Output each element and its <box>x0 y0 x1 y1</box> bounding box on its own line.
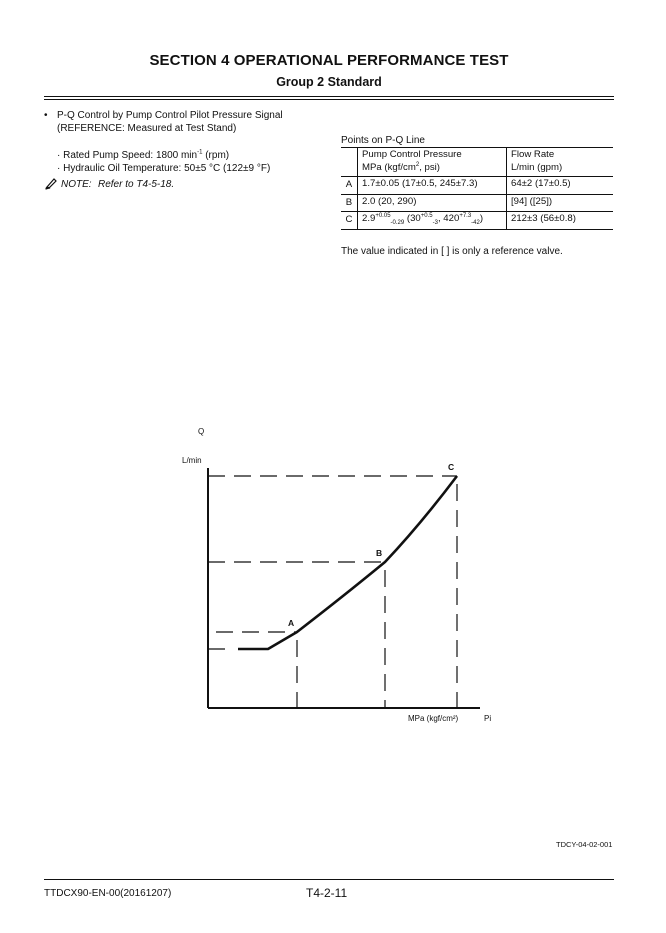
figure-reference: TDCY-04-02-001 <box>556 840 613 849</box>
x-axis-name: Pi <box>484 714 492 723</box>
intro-line-1: P-Q Control by Pump Control Pilot Pressure Signal <box>57 110 283 121</box>
point-label-b: B <box>376 548 383 558</box>
bullet: • <box>44 110 48 121</box>
pq-chart <box>170 420 510 730</box>
footer-rule <box>44 879 614 880</box>
point-label-a: A <box>288 618 295 628</box>
row-flow: 64±2 (17±0.5) <box>507 177 614 195</box>
note-text: Refer to T4-5-18. <box>98 179 175 190</box>
point-label-c: C <box>448 462 455 472</box>
header-flow: Flow Rate L/min (gpm) <box>507 148 614 177</box>
table-row <box>341 194 613 212</box>
table-row <box>341 212 613 230</box>
y-axis-label: L/min <box>182 456 202 465</box>
row-pressure: $2.9^{+0.05}_{-0.29}$ ($30^{+0.5}_{-3}$, $420^{+7.3}_{-42}$) <box>358 212 507 230</box>
oil-temperature: · Hydraulic Oil Temperature: 50±5 °C (122±9 °F) <box>57 163 271 174</box>
x-axis-label: MPa (kgf/cm²) <box>408 714 459 723</box>
row-pressure: 1.7±0.05 (17±0.5, 245±7.3) <box>358 177 507 195</box>
row-pressure: 2.0 (20, 290) <box>358 194 507 212</box>
note-label: NOTE: <box>61 179 92 190</box>
table-row <box>341 177 613 195</box>
pencil-note-icon <box>44 176 58 190</box>
intro-line-2: (REFERENCE: Measured at Test Stand) <box>57 123 237 134</box>
header-rule <box>44 96 614 97</box>
page-title: SECTION 4 OPERATIONAL PERFORMANCE TEST <box>149 52 509 69</box>
row-flow: 212±3 (56±0.8) <box>507 212 614 230</box>
y-axis-name: Q <box>198 427 205 436</box>
table-caption: Points on P-Q Line <box>341 135 425 146</box>
table-note: The value indicated in [ ] is only a reference valve. <box>341 246 563 257</box>
page-subtitle: Group 2 Standard <box>276 75 382 89</box>
row-flow: [94] ([25]) <box>507 194 614 212</box>
header-pressure: Pump Control Pressure MPa ($kgf/cm^2$, psi) <box>358 148 507 177</box>
page-number: T4-2-11 <box>306 886 348 900</box>
header-rule-thin <box>44 99 614 100</box>
row-key: C <box>341 212 358 230</box>
row-key: B <box>341 194 358 212</box>
pq-points-table <box>341 147 613 230</box>
pump-speed: · Rated Pump Speed: 1800 $\min^{-1} (rpm)$ <box>57 149 230 161</box>
row-key: A <box>341 177 358 195</box>
document-id: TTDCX90-EN-00(20161207) <box>44 888 172 899</box>
table-header-row <box>341 148 613 177</box>
